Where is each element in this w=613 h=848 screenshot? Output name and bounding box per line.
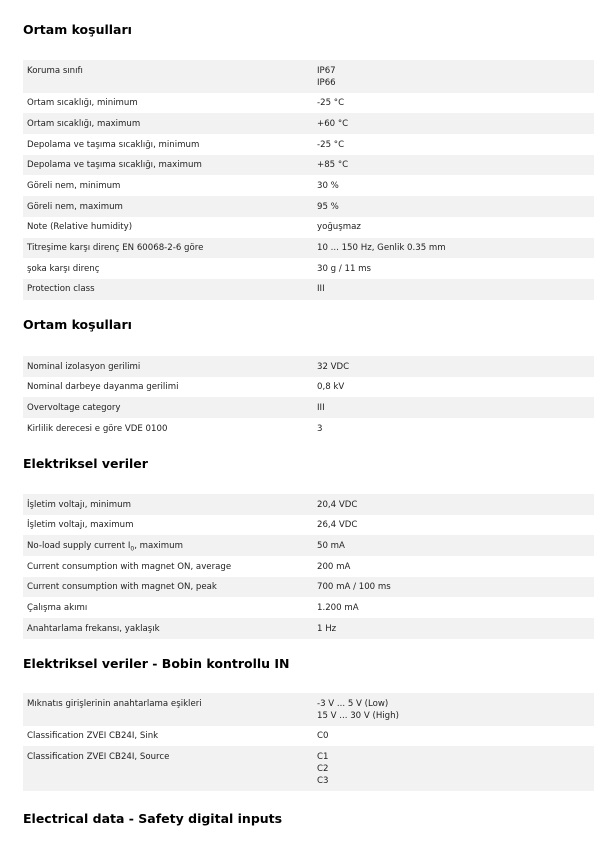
row-label: Ortam sıcaklığı, maximum: [27, 118, 141, 129]
row-value: [317, 693, 594, 726]
row-value: +85 °C: [317, 160, 349, 171]
row-label: Kirlilik derecesi e göre VDE 0100: [27, 423, 168, 434]
table-row: [23, 535, 594, 556]
row-value: [317, 746, 594, 791]
label-text: No-load supply current I: [27, 540, 131, 551]
row-label: Göreli nem, minimum: [27, 180, 121, 191]
table-row: [23, 196, 594, 217]
row-value: 0,8 kV: [317, 382, 345, 393]
row-value: 30 %: [317, 180, 339, 191]
row-label: [23, 535, 317, 556]
value-line: -3 V ... 5 V (Low): [317, 698, 389, 709]
row-value: C0: [317, 731, 329, 742]
table-row: [23, 577, 594, 598]
row-label: Protection class: [27, 284, 95, 295]
row-value: 10 ... 150 Hz, Genlik 0.35 mm: [317, 243, 446, 253]
value-line: IP66: [317, 77, 336, 88]
row-label: Classification ZVEI CB24I, Sink: [27, 731, 159, 742]
value-line: C3: [317, 775, 329, 786]
label-text: , maximum: [134, 540, 183, 551]
label-subscript: 0: [130, 545, 135, 553]
row-label: İşletim voltajı, minimum: [27, 499, 131, 510]
row-label: Anahtarlama frekansı, yaklaşık: [27, 623, 160, 634]
table-row: [23, 93, 594, 114]
row-value: 20,4 VDC: [317, 499, 358, 510]
row-value: yoğuşmaz: [317, 222, 361, 233]
row-value: 3: [317, 423, 323, 434]
row-label: Classification ZVEI CB24I, Source: [27, 751, 170, 762]
row-value: 1 Hz: [317, 623, 337, 634]
section-title-bobin-kontrollu: Elektriksel veriler - Bobin kontrollu IN: [23, 656, 290, 671]
row-value: +60 °C: [317, 118, 349, 129]
row-label: Ortam sıcaklığı, minimum: [27, 98, 138, 109]
spec-table-bobin-kontrollu: [23, 693, 594, 791]
table-row: [23, 279, 594, 300]
table-row: [23, 515, 594, 536]
table-row: [23, 155, 594, 176]
table-row: [23, 693, 594, 726]
table-row: [23, 746, 594, 791]
section-title-safety-digital-inputs: Electrical data - Safety digital inputs: [23, 811, 283, 826]
row-label: İşletim voltajı, maximum: [27, 520, 134, 531]
row-label: Göreli nem, maximum: [27, 201, 123, 212]
row-label: Depolama ve taşıma sıcaklığı, minimum: [27, 139, 200, 150]
row-label: Mıknatıs girişlerinin anahtarlama eşikleri: [27, 698, 202, 709]
spec-table-ortam-kosullari: [23, 60, 594, 300]
table-row: [23, 113, 594, 134]
row-label: Note (Relative humidity): [27, 222, 133, 233]
row-label: Current consumption with magnet ON, average: [27, 561, 232, 572]
table-row: [23, 175, 594, 196]
spec-table-ortam-kosullari-2: [23, 356, 594, 439]
row-value: 26,4 VDC: [317, 520, 358, 531]
table-row: [23, 356, 594, 377]
row-label: Overvoltage category: [27, 402, 121, 413]
table-row: [23, 258, 594, 279]
value-line: C1: [317, 751, 329, 762]
table-row: [23, 618, 594, 639]
table-row: [23, 134, 594, 155]
row-value: 200 mA: [317, 561, 351, 572]
table-row: [23, 556, 594, 577]
row-value: -25 °C: [317, 139, 345, 150]
value-line: 15 V ... 30 V (High): [317, 710, 399, 721]
row-value: III: [317, 284, 325, 295]
row-value: -25 °C: [317, 98, 345, 109]
row-label: Koruma sınıfı: [27, 65, 83, 76]
row-label: Nominal darbeye dayanma gerilimi: [27, 382, 179, 393]
table-row: [23, 597, 594, 618]
table-row: [23, 418, 594, 439]
row-value: 50 mA: [317, 540, 345, 551]
row-value: III: [317, 402, 325, 413]
table-row: [23, 397, 594, 418]
row-value: 30 g / 11 ms: [317, 263, 371, 274]
table-row: [23, 726, 594, 747]
table-row: [23, 238, 594, 259]
section-title-ortam-kosullari: Ortam koşulları: [23, 22, 132, 37]
row-value: 1.200 mA: [317, 602, 359, 613]
row-label: Nominal izolasyon gerilimi: [27, 361, 141, 372]
row-label: Depolama ve taşıma sıcaklığı, maximum: [27, 160, 202, 171]
table-row: [23, 377, 594, 398]
table-row: [23, 60, 594, 93]
row-label: Titreşime karşı direnç EN 60068-2-6 göre: [27, 243, 204, 253]
row-value: 32 VDC: [317, 361, 350, 372]
row-label: şoka karşı direnç: [27, 263, 100, 274]
row-value: 95 %: [317, 201, 339, 212]
section-title-ortam-kosullari-2: Ortam koşulları: [23, 317, 132, 332]
value-line: IP67: [317, 65, 336, 76]
row-value: 700 mA / 100 ms: [317, 582, 391, 593]
table-row: [23, 494, 594, 515]
value-line: C2: [317, 763, 329, 774]
spec-table-elektriksel-veriler: [23, 494, 594, 639]
section-title-elektriksel-veriler: Elektriksel veriler: [23, 456, 148, 471]
table-row: [23, 217, 594, 238]
row-value: [317, 60, 594, 93]
row-label: Çalışma akımı: [27, 602, 88, 613]
row-label: Current consumption with magnet ON, peak: [27, 582, 217, 593]
